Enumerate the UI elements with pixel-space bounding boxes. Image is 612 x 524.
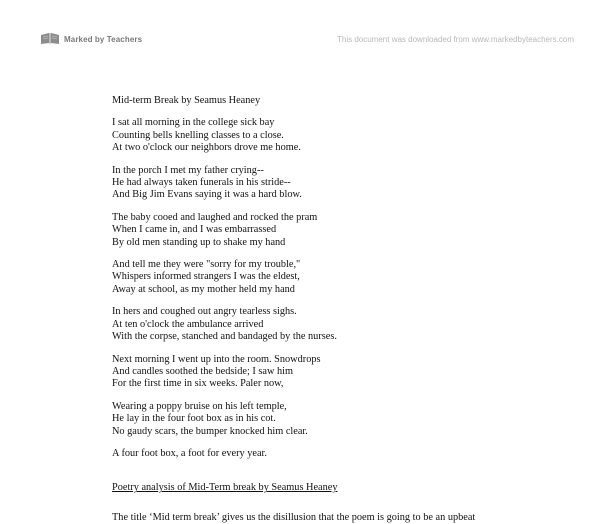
poem-stanza <box>112 117 592 154</box>
poem-title: Mid-term Break by Seamus Heaney <box>112 95 261 106</box>
document-body <box>112 95 592 524</box>
poem-stanza <box>112 259 592 296</box>
poem-line: When I came in, and I was embarrassed <box>112 224 277 236</box>
brand-logo[interactable] <box>40 32 142 46</box>
poem-line: The baby cooed and laughed and rocked the pram <box>112 211 318 223</box>
poem-line: At two o'clock our neighbors drove me home. <box>112 142 301 154</box>
poem-line: And Big Jim Evans saying it was a hard blow. <box>112 189 302 201</box>
poem-line: And tell me they were "sorry for my trouble," <box>112 259 301 271</box>
poem-stanza <box>112 212 592 249</box>
poem-line: And candles soothed the bedside; I saw him <box>112 365 294 377</box>
poem-stanza <box>112 401 592 438</box>
poem-line: He had always taken funerals in his stride-- <box>112 177 291 189</box>
download-note: This document was downloaded from www.markedbyteachers.com <box>337 35 574 44</box>
poem-stanza <box>112 306 592 343</box>
poem-line: A four foot box, a foot for every year. <box>112 447 267 459</box>
book-icon <box>40 32 60 46</box>
poem-line: He lay in the four foot box as in his cot. <box>112 413 276 425</box>
poem-line: Counting bells knelling classes to a close. <box>112 129 284 141</box>
poem-stanza <box>112 448 592 460</box>
poem-line: Away at school, as my mother held my hand <box>112 283 295 295</box>
poem-line: Whispers informed strangers I was the eldest, <box>112 271 300 283</box>
poem-line: For the first time in six weeks. Paler now, <box>112 378 284 390</box>
poem-line: In hers and coughed out angry tearless sighs. <box>112 306 297 318</box>
poem-stanza <box>112 165 592 202</box>
poem-line: With the corpse, stanched and bandaged by the nurses. <box>112 331 337 343</box>
poem-line: No gaudy scars, the bumper knocked him clear. <box>112 425 308 437</box>
poem-line: Next morning I went up into the room. Snowdrops <box>112 353 321 365</box>
poem-line: At ten o'clock the ambulance arrived <box>112 318 264 330</box>
poem-line: In the porch I met my father crying-- <box>112 164 264 176</box>
page-header <box>0 0 612 60</box>
poem-line: By old men standing up to shake my hand <box>112 236 286 248</box>
poem-line: I sat all morning in the college sick bay <box>112 117 275 129</box>
analysis-heading: Poetry analysis of Mid-Term break by Seamus Heaney <box>112 482 338 494</box>
poem-line: Wearing a poppy bruise on his left temple, <box>112 400 287 412</box>
brand-name: Marked by Teachers <box>64 34 143 44</box>
poem-stanza <box>112 354 592 391</box>
analysis-paragraph: The title ‘Mid term break’ gives us the disillusion that the poem is going to be an upbeat <box>112 511 476 523</box>
